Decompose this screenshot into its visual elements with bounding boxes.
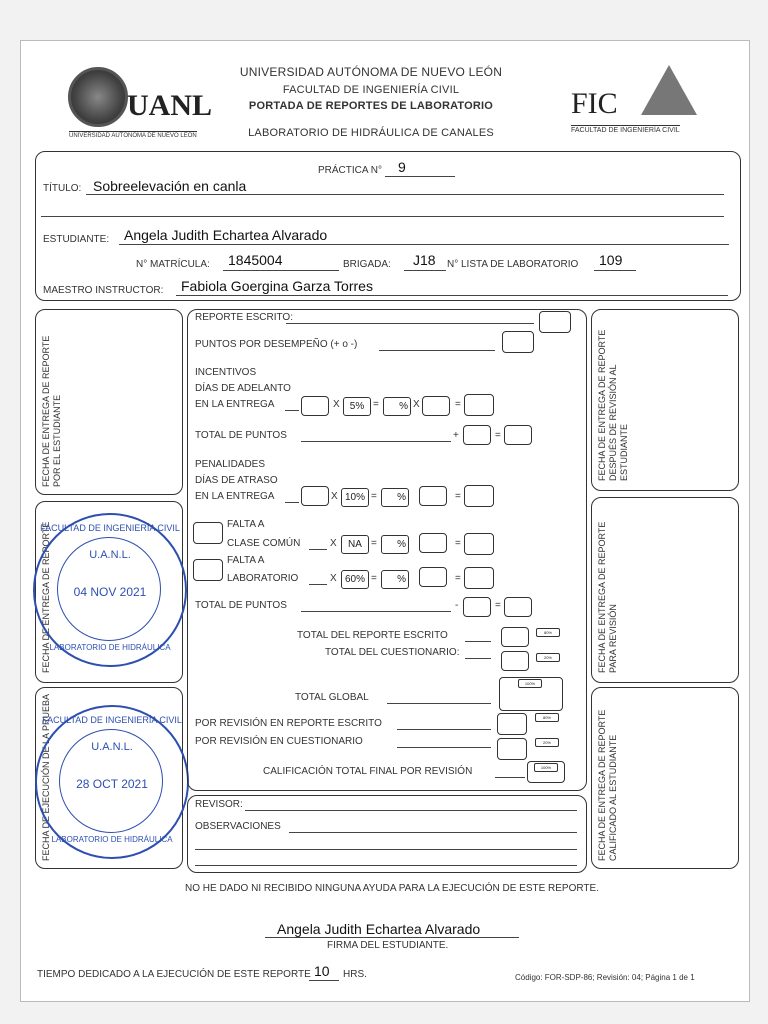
matricula-value: 1845004 [228,252,283,268]
faculty-name: FACULTAD DE INGENIERÍA CIVIL [282,84,460,96]
signature-label: FIRMA DEL ESTUDIANTE. [327,940,449,951]
estudiante-value: Angela Judith Echartea Alvarado [124,227,328,243]
adelanto-factor-box[interactable] [422,396,450,416]
right-panel-return-label: FECHA DE ENTREGA DE REPORTE DESPUÉS DE REVISIÓN AL ESTUDIANTE [597,329,629,481]
total-puntos-penalidad-result[interactable] [504,597,532,617]
tiempo-label: TIEMPO DEDICADO A LA EJECUCIÓN DE ESTE REPORTE [37,969,311,980]
matricula-label: N° MATRÍCULA: [136,259,210,270]
adelanto-result-box[interactable] [464,394,494,416]
total-cuestionario-box[interactable] [501,651,529,671]
review-panel [187,795,587,873]
clase-result-box[interactable] [464,533,494,555]
signature-name: Angela Judith Echartea Alvarado [277,921,481,937]
lab-stamp-1: FACULTAD DE INGENIERÍA CIVIL U.A.N.L. 04 NOV 2021 LABORATORIO DE HIDRÁULICA [33,513,187,667]
stamp-date-2: 28 OCT 2021 [76,777,148,791]
estudiante-label: ESTUDIANTE: [43,234,110,245]
stamp-date-1: 04 NOV 2021 [73,585,147,599]
dias-adelanto-box[interactable] [301,396,329,416]
declaration-text: NO HE DADO NI RECIBIDO NINGUNA AYUDA PARA LA EJECUCIÓN DE ESTE REPORTE. [185,883,599,894]
falta-clase-checkbox[interactable] [193,522,223,544]
uanl-logo-text: UANL [127,89,213,122]
total-puntos-incentivo-box[interactable] [463,425,491,445]
right-panel-graded-label: FECHA DE ENTREGA DE REPORTE CALIFICADO AL ESTUDIANTE [597,709,618,861]
lab-factor-box[interactable] [419,567,447,587]
puntos-desempeno-box[interactable] [502,331,534,353]
left-panel-delivery-2-label: FECHA DE ENTREGA DE REPORTE [41,521,51,673]
titulo-label: TÍTULO: [43,183,82,194]
student-info-panel [35,151,741,301]
brigada-label: BRIGADA: [343,259,391,270]
brigada-value: J18 [413,252,436,268]
left-panel-delivery-label: FECHA DE ENTREGA DE REPORTE POR EL ESTUDIANTE [41,335,62,487]
fic-emblem-icon [641,65,697,115]
lista-value: 109 [599,252,623,268]
practica-label: PRÁCTICA N° [318,165,383,176]
maestro-value: Fabiola Goergina Garza Torres [181,278,373,294]
lab-result-box[interactable] [464,567,494,589]
report-cover-sheet: UANL UNIVERSIDAD AUTÓNOMA DE NUEVO LEÓN UNIVERSIDAD AUTÓNOMA DE NUEVO LEÓN FACULTAD DE INGENIERÍA CIVIL PORTADA DE REPORTES DE LABORATORIO LABORATORIO DE HIDRÁULICA DE CANALES FIC FACULTAD DE INGENIERÍA CIVIL PRÁCTICA N° 9 TÍTULO: Sobreelevación en canla ESTUDIANTE: Angela Judith Echartea Alvarado N° MATRÍCULA: 1845004 BRIGADA: J18 N° LISTA DE LABORATORIO 109 MAESTRO INSTRUCTOR: Fabiola Goergina Garza Torres FECHA DE ENTREGA DE REPORTE POR EL ESTUDIANTE FECHA DE ENTREGA DE REPORTE FECHA DE EJECUCIÓN DE LA PRUEBA FACULTAD DE INGENIERÍA CIVIL U.A.N.L. 04 NOV 2021 LABORATORIO DE HIDRÁULICA FACULTAD DE INGENIERÍA CIVIL U.A.N.L. 28 OCT 2021 LABORATORIO DE HIDRÁULICA REPORTE ESCRITO: PUNTOS POR DESEMPEÑO (+ o -) INCENTIVOS DÍAS DE ADELANTO EN LA ENTREGA X 5% = % X = TOTAL DE PUNTOS + = PENALIDADES DÍAS DE ATRASO EN LA ENTREGA X 10% = % = FALTA A CLASE COMÚN X NA = % = FALTA A LABORATORIO X 60% = % = TOTAL DE PUNTOS - = TOTAL DEL REPORTE ESCRITO 80% TOTAL DEL CUESTIONARIO: 20% TOTAL GLOBAL 100% POR REVISIÓN EN REPORTE ESCRITO 80% POR REVISIÓN EN CUESTIONARIO 20% CALIFICACIÓN TOTAL FINAL POR REVISIÓN 100% REVISOR: OBSERVACIONES FECHA DE ENTREGA DE REPORTE DESPUÉS DE REVISIÓN AL ESTUDIANTE FECHA DE ENTREGA DE REPORTE PARA REVISIÓN FECHA DE ENTREGA DE REPORTE CALIFICADO AL ESTUDIANTE NO HE DADO NI RECIBIDO NINGUNA AYUDA PARA LA EJECUCIÓN DE ESTE REPORTE. Angela Judith Echartea Alvarado FIRMA DEL ESTUDIANTE. TIEMPO DEDICADO A LA EJECUCIÓN DE ESTE REPORTE 10 HRS. Código: FOR-SDP-86; Revisión: 04; Página 1 de 1 [20,40,750,1002]
lab-name: LABORATORIO DE HIDRÁULICA DE CANALES [248,127,494,139]
atraso-result-box[interactable] [464,485,494,507]
left-panel-execution-label: FECHA DE EJECUCIÓN DE LA PRUEBA [41,693,51,861]
lab-stamp-2: FACULTAD DE INGENIERÍA CIVIL U.A.N.L. 28 OCT 2021 LABORATORIO DE HIDRÁULICA [35,705,189,859]
clase-factor-box[interactable] [419,533,447,553]
maestro-label: MAESTRO INSTRUCTOR: [43,285,164,296]
titulo-value: Sobreelevación en canla [93,178,247,194]
uanl-logo-subtitle: UNIVERSIDAD AUTÓNOMA DE NUEVO LEÓN [69,133,197,139]
lista-label: N° LISTA DE LABORATORIO [447,259,579,270]
fic-logo-text: FIC [571,87,618,120]
dias-atraso-box[interactable] [301,486,329,506]
uanl-seal-icon [68,67,128,127]
right-panel-review-label: FECHA DE ENTREGA DE REPORTE PARA REVISIÓN [597,521,618,673]
total-reporte-box[interactable] [501,627,529,647]
falta-lab-checkbox[interactable] [193,559,223,581]
document-code: Código: FOR-SDP-86; Revisión: 04; Página 1 de 1 [515,973,695,982]
atraso-factor-box[interactable] [419,486,447,506]
reporte-escrito-box[interactable] [539,311,571,333]
practica-value: 9 [398,159,406,175]
total-puntos-incentivo-result[interactable] [504,425,532,445]
university-name: UNIVERSIDAD AUTÓNOMA DE NUEVO LEÓN [239,65,503,79]
tiempo-value: 10 [314,963,330,979]
revision-reporte-box[interactable] [497,713,527,735]
fic-logo-subtitle: FACULTAD DE INGENIERÍA CIVIL [571,127,680,134]
total-puntos-penalidad-box[interactable] [463,597,491,617]
revision-cuestionario-box[interactable] [497,738,527,760]
cover-title: PORTADA DE REPORTES DE LABORATORIO [248,100,494,112]
hrs-label: HRS. [343,969,367,980]
